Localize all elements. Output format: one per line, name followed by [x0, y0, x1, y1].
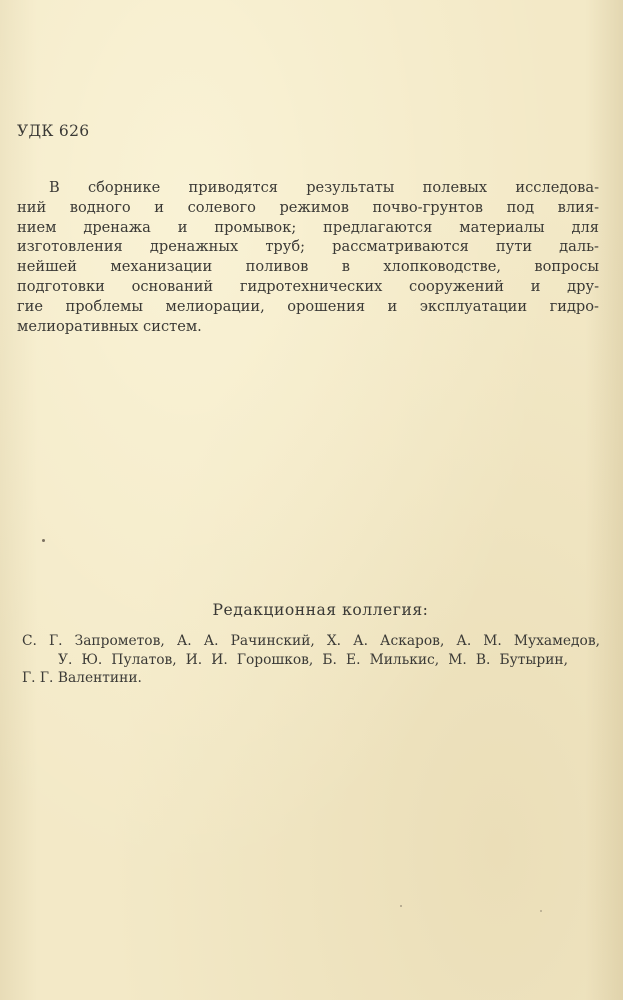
abstract-line: подготовки оснований гидротехнических сооружений и дру- [17, 277, 599, 295]
abstract-line: В сборнике приводятся результаты полевых исследова- [49, 179, 599, 196]
abstract-paragraph [17, 178, 599, 336]
udk-classification: УДК 626 [17, 122, 90, 140]
editorial-board-title: Редакционная коллегия: [212, 601, 429, 619]
abstract-line: изготовления дренажных труб; рассматриваются пути даль- [17, 238, 599, 256]
paper-speck [540, 910, 542, 912]
members-line: Г. Г. Валентини. [22, 670, 142, 686]
abstract-line: нием дренажа и промывок; предлагаются материалы для [17, 218, 599, 236]
editorial-board-members [22, 632, 600, 688]
abstract-line: гие проблемы мелиорации, орошения и эксплуатации гидро- [17, 297, 599, 315]
members-line: С. Г. Запрометов, А. А. Рачинский, Х. А. Аскаров, А. М. Мухамедов, [22, 633, 600, 649]
paper-speck [42, 539, 45, 542]
abstract-line: нейшей механизации поливов в хлопководстве, вопросы [17, 258, 599, 276]
abstract-line: ний водного и солевого режимов почво-грунтов под влия- [17, 198, 599, 216]
paper-speck [400, 905, 402, 907]
abstract-line: мелиоративных систем. [17, 317, 202, 335]
members-line: У. Ю. Пулатов, И. И. Горошков, Б. Е. Милькис, М. В. Бутырин, [58, 651, 568, 668]
